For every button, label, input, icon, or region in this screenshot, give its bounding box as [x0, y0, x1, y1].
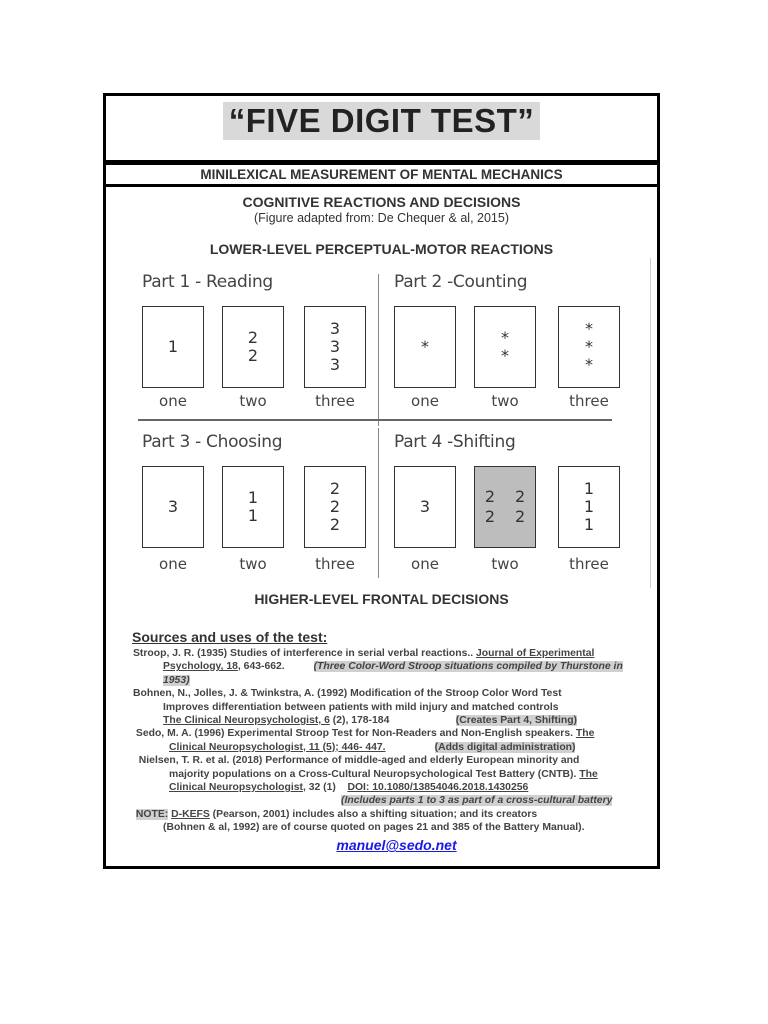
- ref-year: 2018: [235, 755, 259, 767]
- part1-card-two: [222, 306, 284, 388]
- ref-nielsen-cont2: [133, 781, 658, 794]
- part4-label: Part 4 -Shifting: [394, 432, 516, 452]
- figure-vertical-divider-lower: [378, 428, 379, 578]
- ref-text: Bohnen, N., Jolles, J. & Twinkstra, A. (: [133, 688, 321, 700]
- ref-text: ) Modification of the Stroop Color Word Test: [343, 688, 562, 700]
- part3-card-one: [142, 466, 204, 548]
- word-three: three: [315, 392, 355, 410]
- card-text: 2 2 2: [329, 479, 341, 534]
- ref-year: 1996: [197, 728, 221, 740]
- part4-card-two: [474, 466, 536, 548]
- ref-text: ) Performance of middle-aged and elderly European minority and: [258, 755, 580, 767]
- figure-vertical-divider: [378, 274, 379, 426]
- test-figure: [132, 266, 632, 584]
- heading-cognitive: COGNITIVE REACTIONS AND DECISIONS: [242, 194, 521, 210]
- ref-journal: The Clinical Neuropsychologist, 6: [163, 715, 330, 727]
- ref-journal: Clinical Neuropsychologist: [169, 782, 303, 794]
- ref-note: (Creates Part 4, Shifting): [455, 715, 578, 727]
- word-three: three: [315, 555, 355, 573]
- ref-journal: The: [575, 728, 595, 740]
- note-label: NOTE:: [135, 808, 169, 820]
- references: [133, 647, 658, 835]
- card-text: 1 1 1: [583, 479, 595, 534]
- card-text: [485, 488, 525, 526]
- ref-text: , 32 (1): [302, 782, 336, 794]
- ref-bohnen-cont: [133, 701, 658, 714]
- part4-card-three: [558, 466, 620, 548]
- email-link[interactable]: manuel@sedo.net: [336, 837, 457, 853]
- part1-card-three: [304, 306, 366, 388]
- card-text: 1: [167, 337, 179, 356]
- title-area: [106, 96, 657, 160]
- ref-year: 1935: [200, 648, 224, 659]
- part2-card-two: [474, 306, 536, 388]
- page-title: “FIVE DIGIT TEST”: [223, 102, 541, 140]
- ref-text: (2), 178-184: [329, 715, 390, 727]
- card-text: * *: [501, 328, 509, 365]
- heading-lower-level: LOWER-LEVEL PERCEPTUAL-MOTOR REACTIONS: [209, 241, 554, 257]
- subtitle: MINILEXICAL MEASUREMENT OF MENTAL MECHANICS: [200, 167, 563, 182]
- word-three: three: [569, 392, 609, 410]
- ref-journal: Clinical Neuropsychologist, 11 (5); 446- 447.: [169, 741, 386, 753]
- ref-journal: Psychology, 18: [163, 661, 238, 673]
- note-dkefs-cont: [133, 821, 658, 834]
- document-page: [103, 93, 660, 869]
- card-text: 2 2: [247, 328, 259, 365]
- ref-text: (Pearson, 2001) includes also a shifting situation; and its creators: [209, 808, 538, 820]
- card-text: 3: [419, 497, 431, 516]
- ref-year: 1992: [320, 688, 344, 700]
- ref-note: 1953): [163, 674, 190, 686]
- ref-journal: The: [579, 768, 598, 780]
- part1-label: Part 1 - Reading: [142, 272, 273, 292]
- ref-text: ) Experimental Stroop Test for Non-Readers and Non-English speakers.: [220, 728, 576, 740]
- ref-text: Improves differentiation between patients with mild injury and matched controls: [163, 701, 559, 713]
- word-three: three: [569, 555, 609, 573]
- card-text: 1 1: [247, 488, 259, 525]
- ref-sedo-cont: [133, 741, 658, 754]
- ref-text: (Bohnen & al, 1992) are of course quoted on pages 21 and 385 of the Battery Manual).: [163, 822, 585, 834]
- word-one: one: [159, 555, 187, 573]
- title-divider: [106, 160, 657, 165]
- ref-stroop-cont2: [133, 674, 658, 687]
- email-line: [106, 837, 657, 855]
- figure-note: (Figure adapted from: De Chequer & al, 2015): [254, 211, 509, 225]
- note-dkefs-link: D-KEFS: [171, 808, 210, 820]
- ref-nielsen: [133, 754, 658, 767]
- card-digit: 2: [515, 507, 526, 526]
- part1-card-one: [142, 306, 204, 388]
- card-digit: 2: [484, 487, 495, 506]
- subtitle-divider: [106, 184, 657, 187]
- word-two: two: [239, 555, 267, 573]
- card-text: 3 3 3: [329, 319, 341, 374]
- word-two: two: [491, 392, 519, 410]
- part4-card-one: [394, 466, 456, 548]
- ref-text: Stroop, J. R. (: [133, 648, 201, 659]
- ref-doi[interactable]: DOI: 10.1080/13854046.2018.1430256: [347, 782, 529, 794]
- ref-text: ) Studies of interference in serial verbal reactions..: [223, 648, 477, 659]
- ref-text: majority populations on a Cross-Cultural Neuropsychological Test Battery (CNTB).: [169, 768, 580, 780]
- word-one: one: [411, 555, 439, 573]
- ref-stroop-cont: [133, 660, 658, 673]
- ref-note: (Adds digital administration): [434, 741, 576, 753]
- part2-label: Part 2 -Counting: [394, 272, 528, 292]
- heading-higher-level: HIGHER-LEVEL FRONTAL DECISIONS: [254, 591, 509, 607]
- card-digit: 2: [515, 487, 526, 506]
- word-one: one: [411, 392, 439, 410]
- card-text: *: [421, 337, 429, 356]
- word-one: one: [159, 392, 187, 410]
- word-two: two: [491, 555, 519, 573]
- sources-heading: Sources and uses of the test:: [132, 629, 328, 645]
- card-text: 3: [167, 497, 179, 516]
- ref-bohnen-cont2: [133, 714, 658, 727]
- part3-card-two: [222, 466, 284, 548]
- card-text: * * *: [585, 319, 593, 374]
- part2-card-one: [394, 306, 456, 388]
- ref-nielsen-cont3: [133, 794, 658, 807]
- ref-note: (Includes parts 1 to 3 as part of a cross-cultural battery: [341, 795, 613, 807]
- part3-card-three: [304, 466, 366, 548]
- ref-text: Nielsen, T. R. et al. (: [138, 755, 236, 767]
- part2-card-three: [558, 306, 620, 388]
- ref-sedo: [133, 727, 658, 740]
- ref-text: , 643-662.: [237, 661, 285, 673]
- note-dkefs: [133, 808, 658, 821]
- ref-journal: Journal of Experimental: [476, 648, 595, 659]
- ref-note: (Three Color-Word Stroop situations compiled by Thurstone in: [313, 661, 623, 673]
- ref-text: Sedo, M. A. (: [135, 728, 198, 740]
- part3-label: Part 3 - Choosing: [142, 432, 283, 452]
- ref-stroop: [133, 647, 658, 660]
- ref-bohnen: [133, 687, 658, 700]
- ref-nielsen-cont: [133, 768, 658, 781]
- word-two: two: [239, 392, 267, 410]
- card-digit: 2: [484, 507, 495, 526]
- figure-right-edge: [650, 258, 651, 588]
- figure-horizontal-divider: [138, 419, 612, 421]
